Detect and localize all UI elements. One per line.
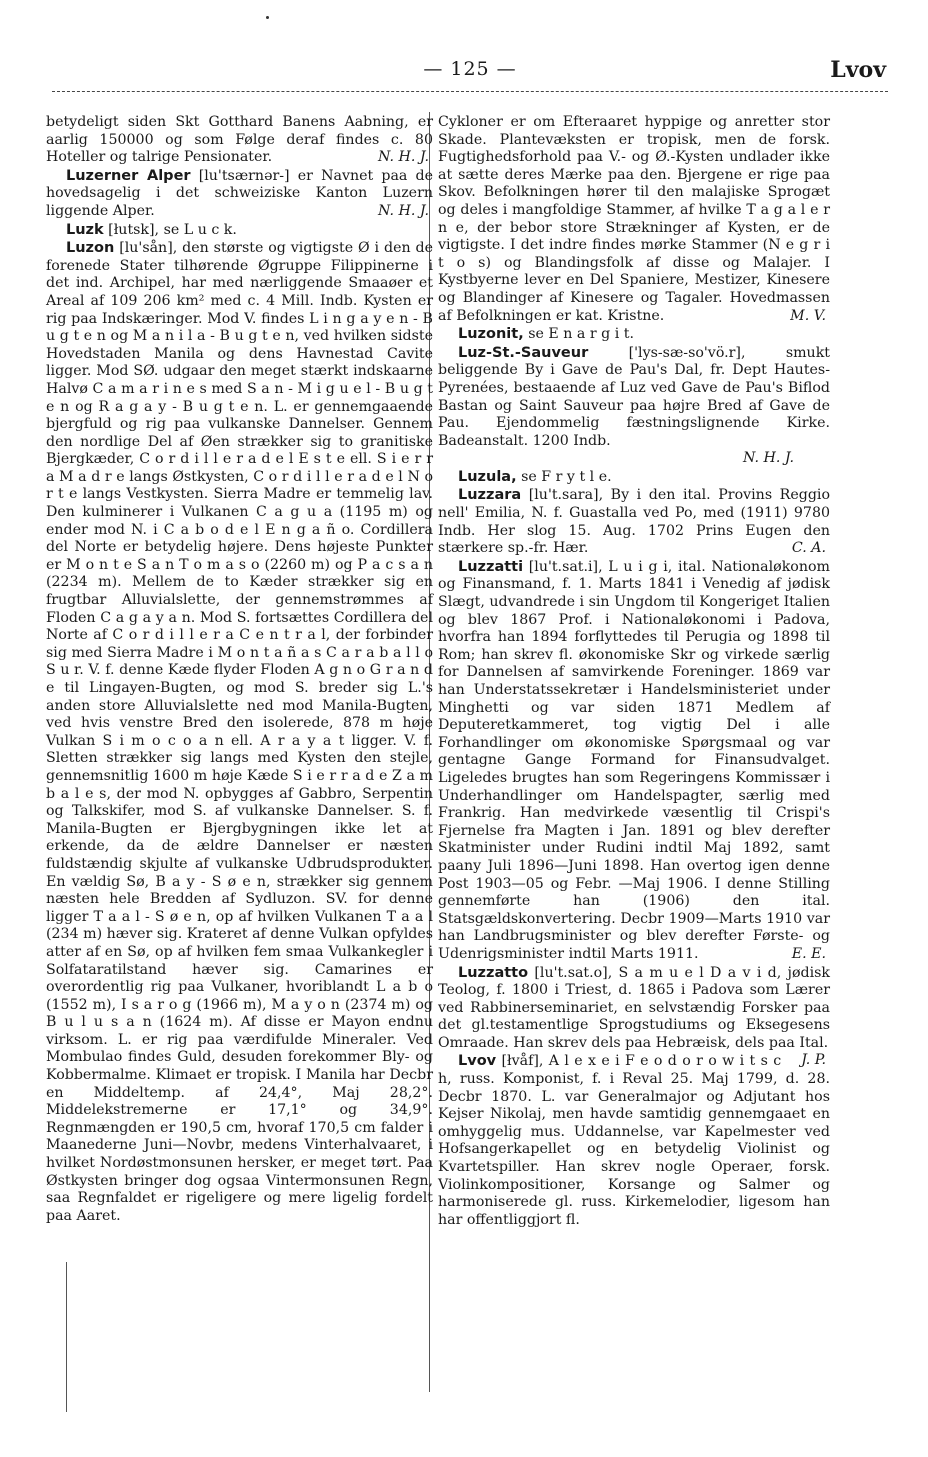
entry-body: betydeligt siden Skt Gotthard Banens Aabning, er aarlig 150000 og som Følge deraf findes c. 80 Hoteller og talrige Pensionater. [46,114,433,166]
headword: Lvov [458,1053,497,1070]
headword: Luzerner Alper [66,167,191,184]
entry-body: se E n a r g i t. [523,326,635,343]
entry-luzzara [438,487,830,557]
entry-luz-st-sauveur [438,345,830,468]
entry-body: [lu't.sat.i], L u i g i, ital. Nationaløkonom og Finansmand, f. 1. Marts 1841 i Venedig af jødisk Slægt, udvandrede i sin Ungdom til Kongeriget Italien og blev 1867 Prof. i Nationaløkonomi i Padova, hvorfra han 1894 forflyttedes til Perugia og 1898 til Rom; han skrev fl. økonomiske Skr og virkede særlig for Dannelsen af samvirkende Foreninger. 1869 var han Understatssekretær i Handelsministeriet under Minghetti og var siden 1871 Medlem af Deputeretkammeret, tog vigtig Del i alle Forhandlinger om økonomiske Spørgsmaal og var gentagne Gange Formand for Finansudvalget. Ligeledes brugtes han som Regeringens Kommissær i Underhandlinger om Handelspagter, særlig med Frankrig. Han medvirkede væsentlig til Crispi's Fjernelse fra Magten i Jan. 1891 og blev derefter Skatminister under Rudini indtil Maj 1892, samt paany Juli 1896—Juni 1898. Han overtog igen denne Post 1903—05 og Febr. —Maj 1906. I denne Stilling gennemførte han (1906) den ital. Statsgældskonvertering. Decbr 1909—Marts 1910 var han Landbrugsminister og blev derefter Første- og Udenrigsminister indtil Marts 1911. [438,558,830,962]
margin-line [66,1262,67,1412]
entry-continuation [46,114,433,167]
entry-body: [łutsk], se L u c k. [103,221,237,238]
entry-luzula [438,469,830,487]
headword: Luzon [66,240,115,257]
running-head: Lvov [830,57,886,83]
entry-body: [lu'sån], den største og vigtigste Ø i den de forenede Stater tilhørende Øgruppe Filippinerne i det ind. Archipel, har med nærliggende Smaaøer et Areal af 109 206 km² med c. 4 Mill. Indb. Kysten er rig paa Indskæringer. Mod V. findes L i n g a y e n - B u g t e n og M a n i l a - B u g t e n, ved hvilken sidste Hovedstaden Manila og dens Havnestad Cavite ligger. Mod SØ. udgaar den meget stærkt indskaarne Halvø C a m a r i n e s med S a n - M i g u e l - B u g t e n og R a g a y - B u g t e n. L. er gennemgaaende bjergfuld og rig paa vulkanske Dannelser. Gennem den nordlige Del af Øen strækker sig to granitiske Bjergkæder, C o r d i l l e r a d e l E s t e ell. S i e r r a M a d r e langs Østkysten, C o r d i l l e r a d e l N o r t e langs Vestkysten. Sierra Madre er temmelig lav. Den kulminerer i Vulkanen C a g u a (1195 m) og ender mod N. i C a b o d e l E n g a ñ o. Cordillera del Norte er betydelig højere. Dens højeste Punkter er M o n t e S a n T o m a s o (2260 m) og P a c s a n (2234 m). Mellem de to Kæder strækker sig en frugtbar Alluvialslette, der gennemstrømmes af Floden C a g a y a n. Mod S. fortsættes Cordillera del Norte af C o r d i l l e r a C e n t r a l, der forbinder sig med Sierra Madre i M o n t a ñ a s C a r a b a l l o S u r. V. f. denne Kæde flyder Floden A g n o G r a n d e til Lingayen-Bugten, og mod S. breder sig L.'s anden store Alluvialslette ned mod Manila-Bugten, ved hvis venstre Bred den isolerede, 878 m høje Vulkan S i m o c o a n ell. A r a y a t ligger. V. f. Sletten strækker sig langs med Kysten den stejle, gennemsnitlig 1600 m høje Kæde S i e r r a d e Z a m b a l e s, der mod N. opbygges af Gabbro, Serpentin og Talkskifer, mod S. af vulkanske Dannelser. S. f. Manila-Bugten er Bjergbygningen ikke let at erkende, da de ældre Dannelser er næsten fuldstændig skjulte af vulkanske Udbrudsprodukter. En vældig Sø, B a y - S ø e n, strækker sig gennem næsten hele Bredden af Sydluzon. SV. for denne ligger T a a l - S ø e n, op af hvilken Vulkanen T a a l (234 m) hæver sig. Krateret af denne Vulkan opfyldes atter af en Sø, op af hvilken fem smaa Vulkankegler i Solfataratilstand hæver sig. Camarines er overordentlig rig paa Vulkaner, hvoriblandt L a b o (1552 m), I s a r o g (1966 m), M a y o n (2374 m) og B u l u s a n (1624 m). Af disse er Mayon endnu virksom. L. er rig paa værdifulde Mineraler. Ved Mombulao findes Guld, desuden forekommer Bly- og Kobbermalme. Klimaet er tropisk. I Manila har Decbr en Middeltemp. af 24,4°, Maj 28,2°. Middelekstremerne er 17,1° og 34,9°. Regnmængden er 190,5 cm, hvoraf 170,5 cm falder i Maanederne Juni—Novbr, medens Vinterhalvaaret, i hvilket Nordøstmonsunen hersker, er meget tørt. Paa Østkysten bringer dog ogsaa Vintermonsunen Regn, saa Regnfaldet er rigeligere og mere ligelig fordelt paa Aaret. [46,240,433,1224]
entry-continuation [438,114,830,325]
page-header [52,58,888,88]
entry-signature: C. A. [791,540,826,557]
entry-luzonit [438,326,830,344]
page-number: — 125 — [423,58,517,80]
entry-body: [lu'tsærnər-] er Navnet paa de hovedsagelig i det schweiziske Kanton Luzern liggende Alper. [46,167,433,219]
headword: Luzk [66,221,104,238]
headword: Luz-St.-Sauveur [458,344,589,361]
entry-signature: E. E. [791,945,826,962]
entry-luzzatti [438,559,830,964]
entry-luzerner-alper [46,168,433,221]
entry-signature: N. H. J. [377,149,429,166]
entry-luzon [46,240,433,1225]
print-speck [266,16,269,19]
entry-body: ['lys-sæ-so'vö.r], smukt beliggende By i Gave de Pau's Dal, fr. Dept Hautes-Pyrenées, bestaaende af Luz ved Gave de Pau's Biflod Bastan og Saint Sauveur paa højre Bred af Gave de Pau. Ejendommelig fæstningslignende Kirke. Badeanstalt. 1200 Indb. [438,344,830,449]
headword: Luzonit, [458,326,524,343]
entry-body: [łvåf], A l e x e i F e o d o r o w i t s c h, russ. Komponist, f. i Reval 25. Maj 1799, d. 28. Decbr 1870. L. var Generalmajor og Adjutant hos Kejser Nikolaj, men havde samtidig gennemgaaet en omhyggelig mus. Uddannelse, var Kapelmester ved Hofsangerkapellet og en betydelig Violinist og Kvartetspiller. Han skrev nogle Operaer, forsk. Violinkompositioner, Korsange og Salmer og harmoniserede gl. russ. Kirkemelodier, ligesom han har offentliggjort fl. [438,1053,830,1228]
entry-body: [lu't.sat.o], S a m u e l D a v i d, jødisk Teolog, f. 1800 i Triest, d. 1865 i Padova som Lærer ved Rabbinerseminariet, en selvstændig Forsker paa det gl.testamentlige Sprogstudiums og Eksegesens Omraade. Han skrev dels paa Hebræisk, dels paa Ital. [438,964,830,1051]
headword: Luzzatti [458,558,524,575]
header-rule [52,91,888,92]
entry-body: [lu't.sara], By i den ital. Provins Reggio nell' Emilia, N. f. Guastalla ved Po, med (1911) 9780 Indb. Her slog 15. Aug. 1702 Prins Eugen den stærkere sp.-fr. Hær. [438,487,830,557]
entry-luzk [46,222,433,240]
left-column [46,114,433,1226]
entry-body: Cykloner er om Efteraaret hyppige og anretter stor Skade. Plantevæksten er tropisk, men de forsk. Fugtighedsforhold paa V.- og Ø.-Kysten undlader ikke at sætte deres Mærke paa den. Bjergene er rige paa Skov. Befolkningen hører til den malajiske Sprogæt og deles i mangfoldige Stammer, af hvilke T a g a l e r n e, der bebor store Strækninger af Kysten, er de vigtigste. I det indre findes mørke Stammer (N e g r i t o s) og Blandingsfolk af disse og Malajer. I Kystbyerne lever en Del Spaniere, Mestizer, Kinesere og Blandinger af Kinesere og Tagaler. Hovedmassen af Befolkningen er kat. Kristne. [438,114,830,324]
right-column [438,114,830,1230]
entry-signature: N. H. J. [377,202,429,219]
entry-body: se F r y t l e. [516,468,612,485]
entry-signature: N. H. J. [742,450,794,467]
entry-signature: J. P. [801,1052,826,1069]
entry-lvov [438,1053,830,1229]
headword: Luzula, [458,468,517,485]
headword: Luzzara [458,487,522,504]
headword: Luzzatto [458,964,529,981]
entry-signature: M. V. [790,307,826,324]
